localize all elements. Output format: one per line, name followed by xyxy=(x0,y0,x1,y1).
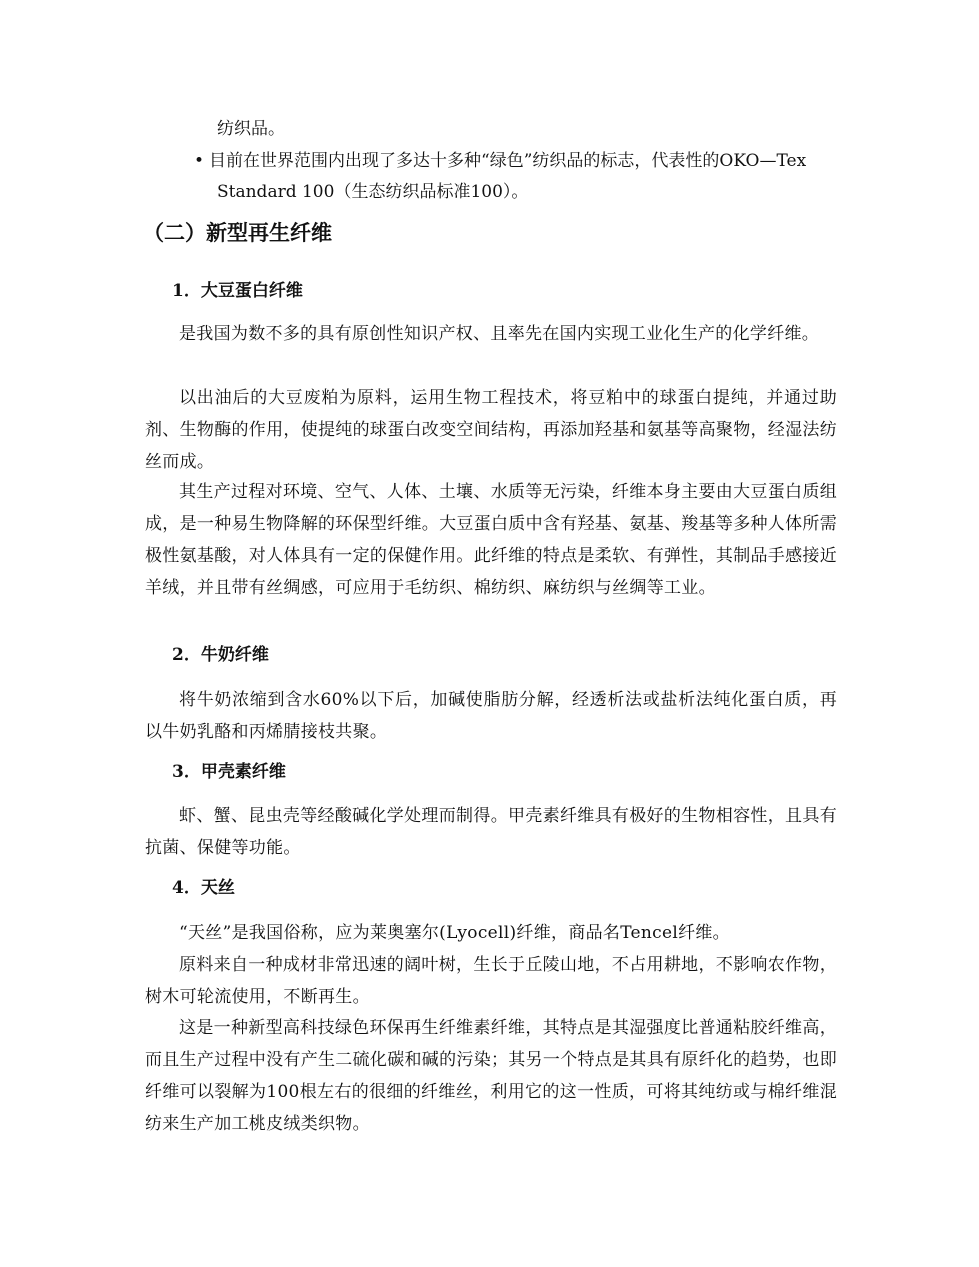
bullet-dot-icon: • xyxy=(194,151,205,171)
bullet-line-2: Standard 100（生态纺织品标准100）。 xyxy=(217,182,529,202)
item-3-heading: 3．甲壳素纤维 xyxy=(172,762,286,782)
continuation-text: 纺织品。 xyxy=(217,119,285,139)
item-2-heading: 2．牛奶纤维 xyxy=(172,645,269,665)
item-4-paragraph-2: 原料来自一种成材非常迅速的阔叶树，生长于丘陵山地，不占用耕地，不影响农作物，树木可轮流使用，不断再生。 xyxy=(145,955,837,1007)
item-1-paragraph-3: 其生产过程对环境、空气、人体、土壤、水质等无污染，纤维本身主要由大豆蛋白质组成，是一种易生物降解的环保型纤维。大豆蛋白质中含有羟基、氨基、羧基等多种人体所需极性氨基酸，对人体具有一定的保健作用。此纤维的特点是柔软、有弹性，其制品手感接近羊绒，并且带有丝绸感，可应用于毛纺织、棉纺织、麻纺织与丝绸等工业。 xyxy=(145,482,837,598)
section-heading: （二）新型再生纤维 xyxy=(143,220,332,245)
item-1-paragraph-1: 是我国为数不多的具有原创性知识产权、且率先在国内实现工业化生产的化学纤维。 xyxy=(179,324,820,344)
item-3-paragraph-1: 虾、蟹、昆虫壳等经酸碱化学处理而制得。甲壳素纤维具有极好的生物相容性，且具有抗菌、保健等功能。 xyxy=(145,806,837,858)
item-1-heading: 1．大豆蛋白纤维 xyxy=(172,281,303,301)
bullet-line-1: 目前在世界范围内出现了多达十多种“绿色”纺织品的标志，代表性的OKO—Tex xyxy=(209,151,807,171)
item-2-paragraph-1: 将牛奶浓缩到含水60%以下后，加碱使脂肪分解，经透析法或盐析法纯化蛋白质，再以牛奶乳酪和丙烯腈接枝共聚。 xyxy=(145,690,837,742)
item-4-paragraph-1: “天丝”是我国俗称，应为莱奥塞尔(Lyocell)纤维，商品名Tencel纤维。 xyxy=(179,923,730,943)
item-4-heading: 4．天丝 xyxy=(172,878,235,898)
item-1-paragraph-2: 以出油后的大豆废粕为原料，运用生物工程技术，将豆粕中的球蛋白提纯，并通过助剂、生物酶的作用，使提纯的球蛋白改变空间结构，再添加羟基和氨基等高聚物，经湿法纺丝而成。 xyxy=(145,388,837,472)
item-4-paragraph-3: 这是一种新型高科技绿色环保再生纤维素纤维，其特点是其湿强度比普通粘胶纤维高，而且生产过程中没有产生二硫化碳和碱的污染；其另一个特点是其具有原纤化的趋势，也即纤维可以裂解为100根左右的很细的纤维丝，利用它的这一性质，可将其纯纺或与棉纤维混纺来生产加工桃皮绒类织物。 xyxy=(145,1018,837,1134)
